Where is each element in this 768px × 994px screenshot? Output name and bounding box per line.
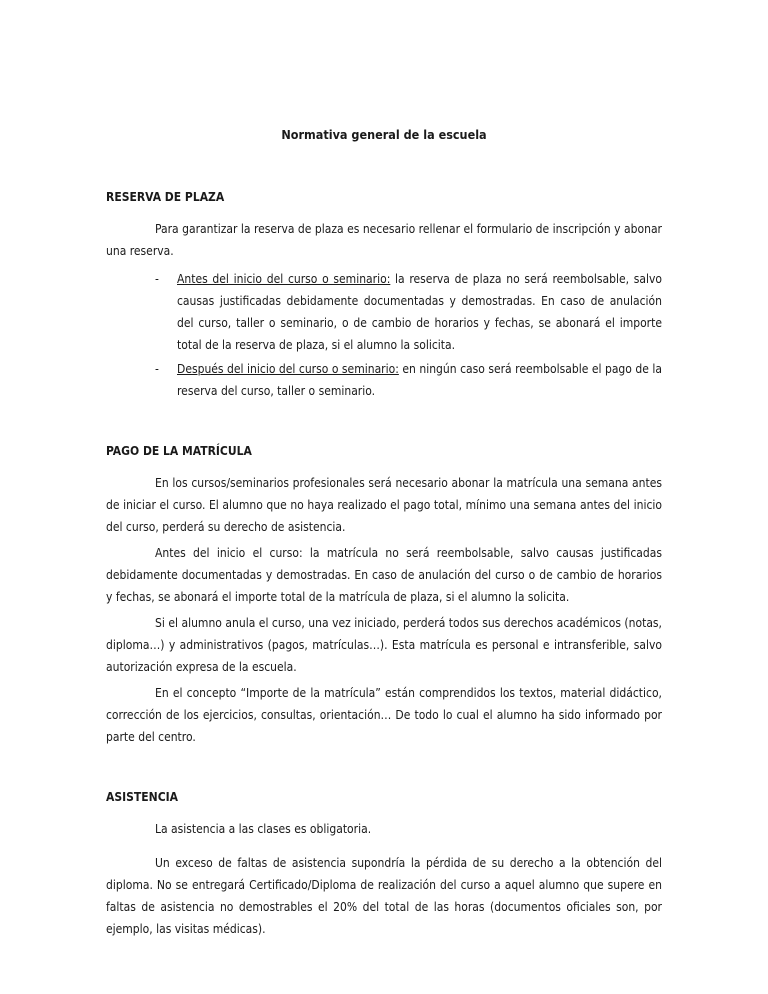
- reserva-bullet-before: [155, 268, 662, 356]
- section-heading-matricula: PAGO DE LA MATRÍCULA: [106, 444, 252, 458]
- matricula-paragraph-1: En los cursos/seminarios profesionales será necesario abonar la matrícula una semana antes de iniciar el curso. El alumno que no haya realizado el pago total, mínimo una semana antes del inicio del curso, perderá su derecho de asistencia.: [106, 476, 662, 534]
- bullet-text: la reserva de plaza no será reembolsable, salvo causas justificadas debidamente documentadas y demostradas. En caso de anulación del curso, taller o seminario, o de cambio de horarios y fechas, se abonará el importe total de la reserva de plaza, si el alumno la solicita.: [177, 272, 662, 352]
- bullet-dash: -: [155, 362, 159, 376]
- bullet-lead-underlined: Después del inicio del curso o seminario:: [177, 362, 399, 376]
- bullet-dash: -: [155, 272, 159, 286]
- asistencia-paragraph-1: La asistencia a las clases es obligatoria.: [155, 822, 372, 836]
- bullet-lead-underlined: Antes del inicio del curso o seminario:: [177, 272, 391, 286]
- matricula-paragraph-2: Antes del inicio el curso: la matrícula no será reembolsable, salvo causas justificadas debidamente documentadas y demostradas. En caso de anulación del curso o de cambio de horarios y fechas, se abonará el importe total de la matrícula de plaza, si el alumno la solicita.: [106, 546, 662, 604]
- document-title: Normativa general de la escuela: [281, 127, 487, 142]
- section-heading-asistencia: ASISTENCIA: [106, 790, 178, 804]
- section-heading-reserva: RESERVA DE PLAZA: [106, 190, 225, 204]
- reserva-intro-paragraph: Para garantizar la reserva de plaza es necesario rellenar el formulario de inscripción y abonar una reserva.: [106, 222, 662, 258]
- matricula-paragraph-3: Si el alumno anula el curso, una vez iniciado, perderá todos sus derechos académicos (notas, diploma…) y administrativos (pagos, matrículas…). Esta matrícula es personal e intransferible, salvo autorización expresa de la escuela.: [106, 616, 662, 674]
- matricula-paragraph-4: En el concepto “Importe de la matrícula” están comprendidos los textos, material didáctico, corrección de los ejercicios, consultas, orientación… De todo lo cual el alumno ha sido informado por parte del centro.: [106, 686, 662, 744]
- reserva-bullet-after: [155, 358, 662, 402]
- bullet-text: en ningún caso será reembolsable el pago de la reserva del curso, taller o seminario.: [177, 362, 662, 398]
- asistencia-paragraph-2: Un exceso de faltas de asistencia supondría la pérdida de su derecho a la obtención del diploma. No se entregará Certificado/Diploma de realización del curso a aquel alumno que supere en faltas de asistencia no demostrables el 20% del total de las horas (documentos oficiales son, por ejemplo, las visitas médicas).: [106, 856, 662, 936]
